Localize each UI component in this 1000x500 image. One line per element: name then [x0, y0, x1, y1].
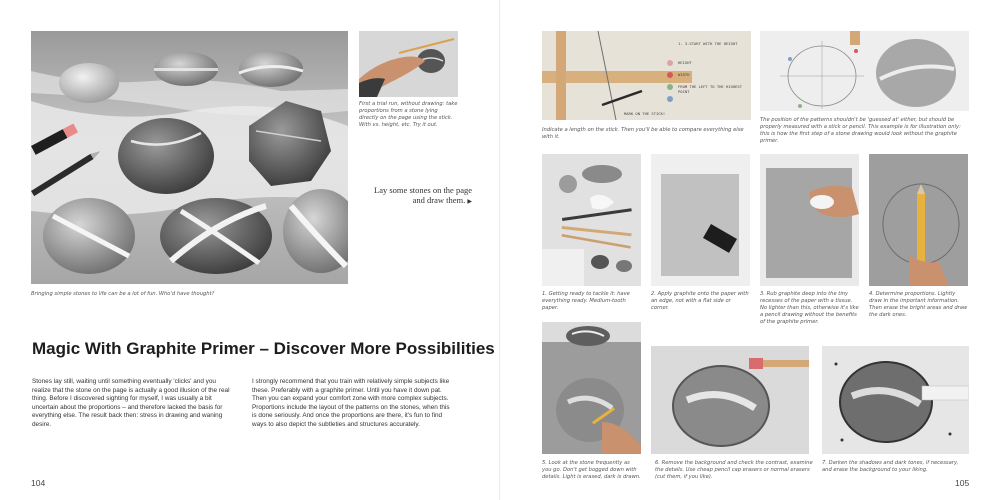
stick-label-1: 1. 3-START WITH THE HEIGHT [678, 41, 738, 46]
arrow-right-icon: ▶ [467, 199, 472, 205]
hero-stones-photo [31, 31, 348, 284]
stick-label-2: HEIGHT [678, 60, 692, 65]
body-paragraph-1: Stones lay still, waiting until something eventually 'clicks' and you realize that the stone on the page is actually a good illusion of the real thing. Before I discovered sighting for myself, I was usually a bit uncertain about the proportions – and therefore lacked the basis for everything else. The result back then: stress in drawing and waning desire. [32, 378, 230, 428]
step-7-photo [822, 346, 969, 454]
step-6-photo [651, 346, 809, 454]
step-1-caption: 1. Getting ready to tackle it: have everything ready. Medium-tooth paper. [542, 291, 630, 311]
step-2-caption: 2. Apply graphite onto the paper with an edge, not with a flat side or corner. [651, 291, 749, 311]
circle-caption: The position of the patterns shouldn't be 'guessed at' either, but should be properly measured with a stick or pencil. This example is for illustration only: this is how the first step of a stone drawing would look without the graphite primer. [760, 117, 961, 144]
step-4-caption: 4. Determine proportions. Lightly draw in the important information. Then erase the bright areas and draw the dark ones. [869, 291, 968, 318]
page-number-right: 105 [955, 478, 970, 488]
stick-label-4: FROM THE LEFT TO THE HIGHEST POINT [678, 84, 743, 94]
step-4-photo [869, 154, 968, 286]
step-5-caption: 5. Look at the stone frequently as you go. Don't get bogged down with details. Light is erased, dark is drawn. [542, 460, 641, 480]
pull-quote [368, 185, 472, 207]
stick-label-3: WIDTH [678, 72, 690, 77]
step-5-photo [542, 322, 641, 454]
stick-label-mark: MARK ON THE STICK! [624, 111, 666, 116]
body-paragraph-2: I strongly recommend that you train with relatively simple subjects like these. Preferably with a graphite primer. Until you have it down pat. Then you can expand your comfort zone with more complex subjects. Proportions include the layout of the patterns on the stones, when this is done seriously. And once the proportions are there, it's fun to find ways to also depict the subtleties and structures accurately. [252, 378, 450, 428]
stick-caption: Indicate a length on the stick. Then you'll be able to compare everything else with it. [542, 127, 744, 140]
trial-run-caption: First a trial run, without drawing: take proportions from a stone lying directly on the page using the stick. With vs. height, etc. Try it out. [359, 101, 458, 128]
step-1-photo [542, 154, 641, 286]
hero-caption: Bringing simple stones to life can be a lot of fun. Who'd have thought? [31, 291, 215, 297]
circle-diagram-photo [760, 31, 969, 111]
step-7-caption: 7. Darken the shadows and dark tones, if necessary, and erase the background to your liking. [822, 460, 959, 473]
pull-quote-text: Lay some stones on the page and draw them. [374, 185, 472, 205]
step-6-caption: 6. Remove the background and check the contrast, examine the details. Use cheap pencil cap erasers or normal erasers (cut them, if you like). [655, 460, 813, 480]
step-2-photo [651, 154, 750, 286]
page-title: Magic With Graphite Primer – Discover More Possibilities [32, 339, 495, 358]
trial-run-photo [359, 31, 458, 97]
step-3-caption: 3. Rub graphite deep into the tiny recesses of the paper with a tissue. No lighter than this, otherwise it's like a pencil drawing without the benefits of the graphite primer. [760, 291, 859, 325]
step-3-photo [760, 154, 859, 286]
page-gutter [499, 0, 501, 500]
stick-diagram-photo [542, 31, 751, 120]
page-number-left: 104 [31, 478, 46, 488]
